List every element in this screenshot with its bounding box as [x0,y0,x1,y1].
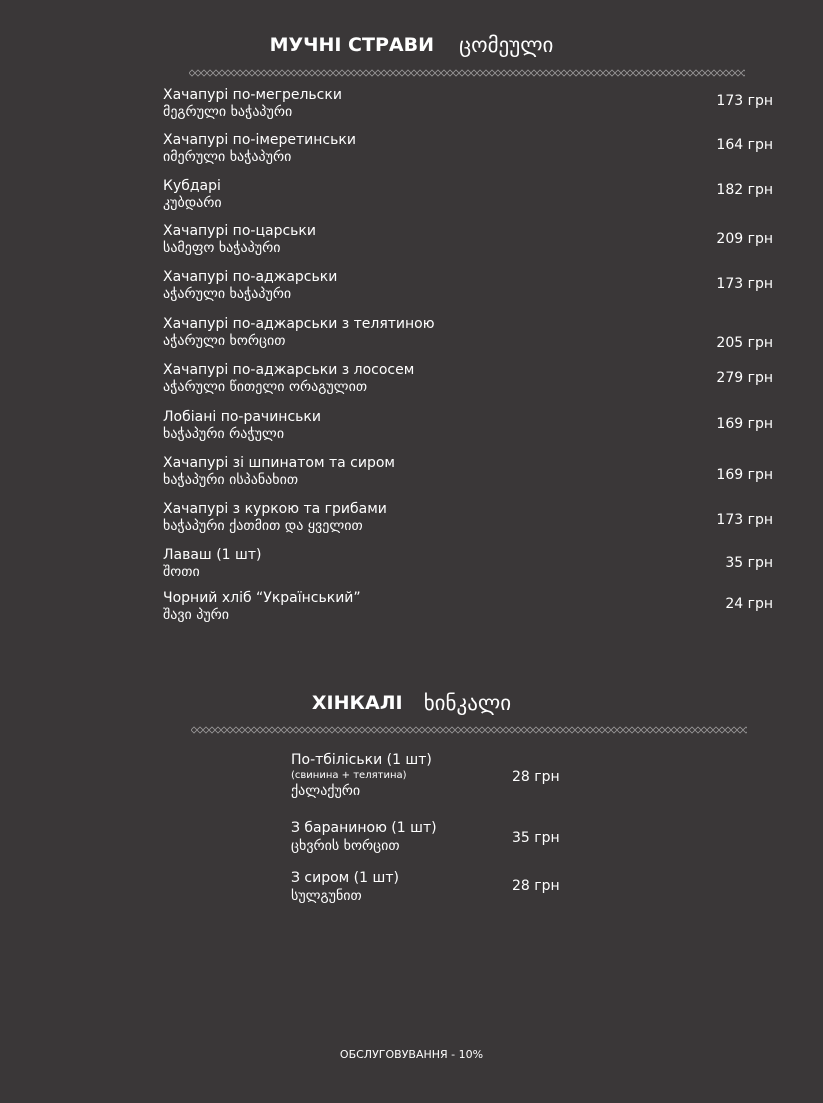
menu-item [291,870,591,905]
ornament-divider [189,69,745,77]
menu-item [163,409,773,443]
menu-item [163,455,773,489]
item-name: Хачапурі по-аджарськи з лососем [163,362,415,378]
item-name: Лаваш (1 шт) [163,547,262,563]
item-price: 209 грн [716,231,773,247]
item-price: 182 грн [716,182,773,198]
ornament-divider [191,726,747,734]
item-name: Хачапурі по-імеретинськи [163,132,356,148]
item-price: 205 грн [716,335,773,351]
item-name: Хачапурі по-аджарськи [163,269,338,285]
item-name-geo: ხაჭაპური რაჭული [163,426,285,442]
menu-item [163,547,773,581]
menu-item [163,362,773,396]
item-price: 173 грн [716,512,773,528]
item-price: 279 грн [716,370,773,386]
item-name-geo: ქალაქური [291,783,361,799]
section-title-ge: ცომეული [459,33,554,57]
item-description: (свинина + телятина) [291,770,407,781]
item-name: Хачапурі по-аджарськи з телятиною [163,316,435,332]
section-title-khinkali [0,691,823,715]
service-charge-note: ОБСЛУГОВУВАННЯ - 10% [339,1048,484,1061]
menu-item [163,87,773,121]
menu-item [163,269,773,303]
item-name-geo: ხაჭაპური ქათმით და ყველით [163,518,363,534]
item-name: Хачапурі по-мегрельски [163,87,342,103]
item-name-geo: ხაჭაპური ისპანახით [163,472,299,488]
menu-item [163,590,773,624]
item-name-geo: მეგრული ხაჭაპური [163,104,293,120]
item-name: Хачапурі по-царськи [163,223,316,239]
item-price: 35 грн [725,555,773,571]
item-price: 28 грн [512,769,560,785]
section-title-ge: ხინკალი [423,691,512,715]
item-name-geo: სულგუნით [291,888,362,904]
item-name: З сиром (1 шт) [291,870,399,886]
menu-item [291,820,591,855]
item-name-geo: სამეფო ხაჭაპური [163,240,281,256]
item-price: 35 грн [512,830,560,846]
item-name: Чорний хліб “Український” [163,590,361,606]
item-name-geo: იმერული ხაჭაპური [163,149,292,165]
item-price: 173 грн [716,93,773,109]
item-name-geo: აჭარული ხაჭაპური [163,286,292,302]
item-name: Хачапурі зі шпинатом та сиром [163,455,395,471]
item-name-geo: ცხვრის ხორცით [291,838,400,854]
item-name: Лобіані по-рачинськи [163,409,321,425]
item-name-geo: შოთი [163,564,200,580]
section-title-ua: ХІНКАЛІ [311,692,403,714]
menu-item [163,316,773,350]
section-title-flour [0,33,823,57]
item-name-geo: შავი პური [163,607,230,623]
item-price: 28 грн [512,878,560,894]
menu-item [163,132,773,166]
item-name: По-тбіліськи (1 шт) [291,752,432,768]
menu-item [163,178,773,212]
item-price: 173 грн [716,276,773,292]
section-title-ua: МУЧНІ СТРАВИ [269,34,434,56]
item-price: 169 грн [716,416,773,432]
item-name-geo: აჭარული ხორცით [163,333,286,349]
item-name: Хачапурі з куркою та грибами [163,501,387,517]
item-name-geo: აჭარული წითელი ორაგულით [163,379,368,395]
menu-item [163,223,773,257]
item-name: З бараниною (1 шт) [291,820,437,836]
item-price: 164 грн [716,137,773,153]
item-name: Кубдарі [163,178,221,194]
item-price: 24 грн [725,596,773,612]
menu-item [163,501,773,535]
item-name-geo: კუბდარი [163,195,222,211]
menu-item [291,752,591,800]
item-price: 169 грн [716,467,773,483]
